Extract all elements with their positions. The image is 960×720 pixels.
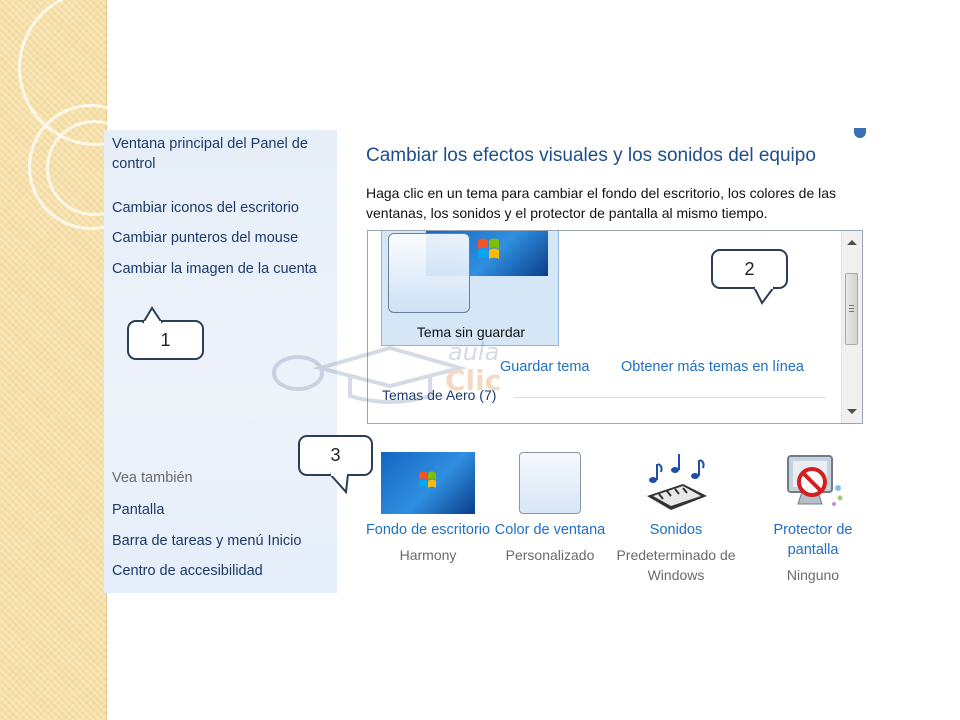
- bottom-item-value: Personalizado: [505, 547, 595, 563]
- bottom-item-label[interactable]: Protector de pantalla: [773, 522, 853, 558]
- wallpaper-icon: [381, 452, 475, 514]
- bottom-item-value: Predeterminado de Windows: [616, 547, 736, 583]
- page-description: Haga clic en un tema para cambiar el fondo del escritorio, los colores de las ventanas, los sonidos y el protector de pantalla al mismo tiempo.: [366, 185, 837, 221]
- theme-list-scrollbar[interactable]: [841, 231, 862, 423]
- nav-link-account-picture[interactable]: Cambiar la imagen de la cuenta: [112, 261, 317, 277]
- callout-3-tail: [328, 472, 354, 494]
- group-divider: [514, 397, 826, 398]
- bottom-item-screensaver[interactable]: [748, 452, 878, 585]
- callout-1-tail: [140, 306, 170, 324]
- aulaclic-watermark: [270, 328, 530, 412]
- callout-2-tail: [752, 285, 780, 305]
- bottom-item-label[interactable]: Fondo de escritorio: [365, 522, 491, 538]
- callout-number: 3: [330, 445, 341, 465]
- page-title: Cambiar los efectos visuales y los sonidos del equipo: [366, 145, 816, 166]
- scroll-up-arrow-icon[interactable]: [847, 240, 857, 245]
- callout-number: 2: [744, 258, 755, 279]
- theme-window-preview: [388, 233, 470, 313]
- bottom-item-sounds[interactable]: [611, 452, 741, 585]
- bottom-item-label[interactable]: Color de ventana: [494, 522, 606, 538]
- nav-link-display[interactable]: Pantalla: [112, 502, 165, 518]
- window-color-icon: [519, 452, 581, 514]
- callout-1: [127, 320, 204, 360]
- bottom-item-window-color[interactable]: [485, 452, 615, 565]
- nav-link-taskbar[interactable]: Barra de tareas y menú Inicio: [112, 533, 302, 549]
- sounds-icon: [641, 452, 711, 514]
- nav-link-mouse-pointers[interactable]: Cambiar punteros del mouse: [112, 230, 299, 246]
- watermark-text-aula: aula: [448, 338, 500, 366]
- aero-themes-group-label: Temas de Aero (7): [382, 387, 497, 403]
- bottom-item-value: Ninguno: [786, 567, 840, 583]
- help-icon[interactable]: [854, 128, 866, 138]
- callout-3: [298, 435, 373, 476]
- bottom-item-label[interactable]: Sonidos: [649, 522, 703, 538]
- callout-2: [711, 249, 788, 289]
- watermark-text-clic: Clic: [445, 364, 502, 397]
- theme-card-name: Tema sin guardar: [416, 324, 526, 340]
- scroll-down-arrow-icon[interactable]: [847, 409, 857, 414]
- save-theme-link[interactable]: Guardar tema: [500, 359, 590, 375]
- more-themes-link[interactable]: Obtener más temas en línea: [621, 359, 804, 375]
- callout-number: 1: [160, 329, 171, 350]
- bottom-item-value: Harmony: [399, 547, 457, 563]
- bottom-item-desktop-background[interactable]: [363, 452, 493, 565]
- nav-link-ease-of-access[interactable]: Centro de accesibilidad: [112, 563, 263, 579]
- nav-link-desktop-icons[interactable]: Cambiar iconos del escritorio: [112, 200, 299, 216]
- see-also-heading: Vea también: [112, 470, 193, 486]
- nav-link-control-panel-home[interactable]: Ventana principal del Panel de control: [112, 136, 308, 172]
- scroll-thumb[interactable]: [845, 273, 858, 345]
- screensaver-icon: [780, 452, 846, 514]
